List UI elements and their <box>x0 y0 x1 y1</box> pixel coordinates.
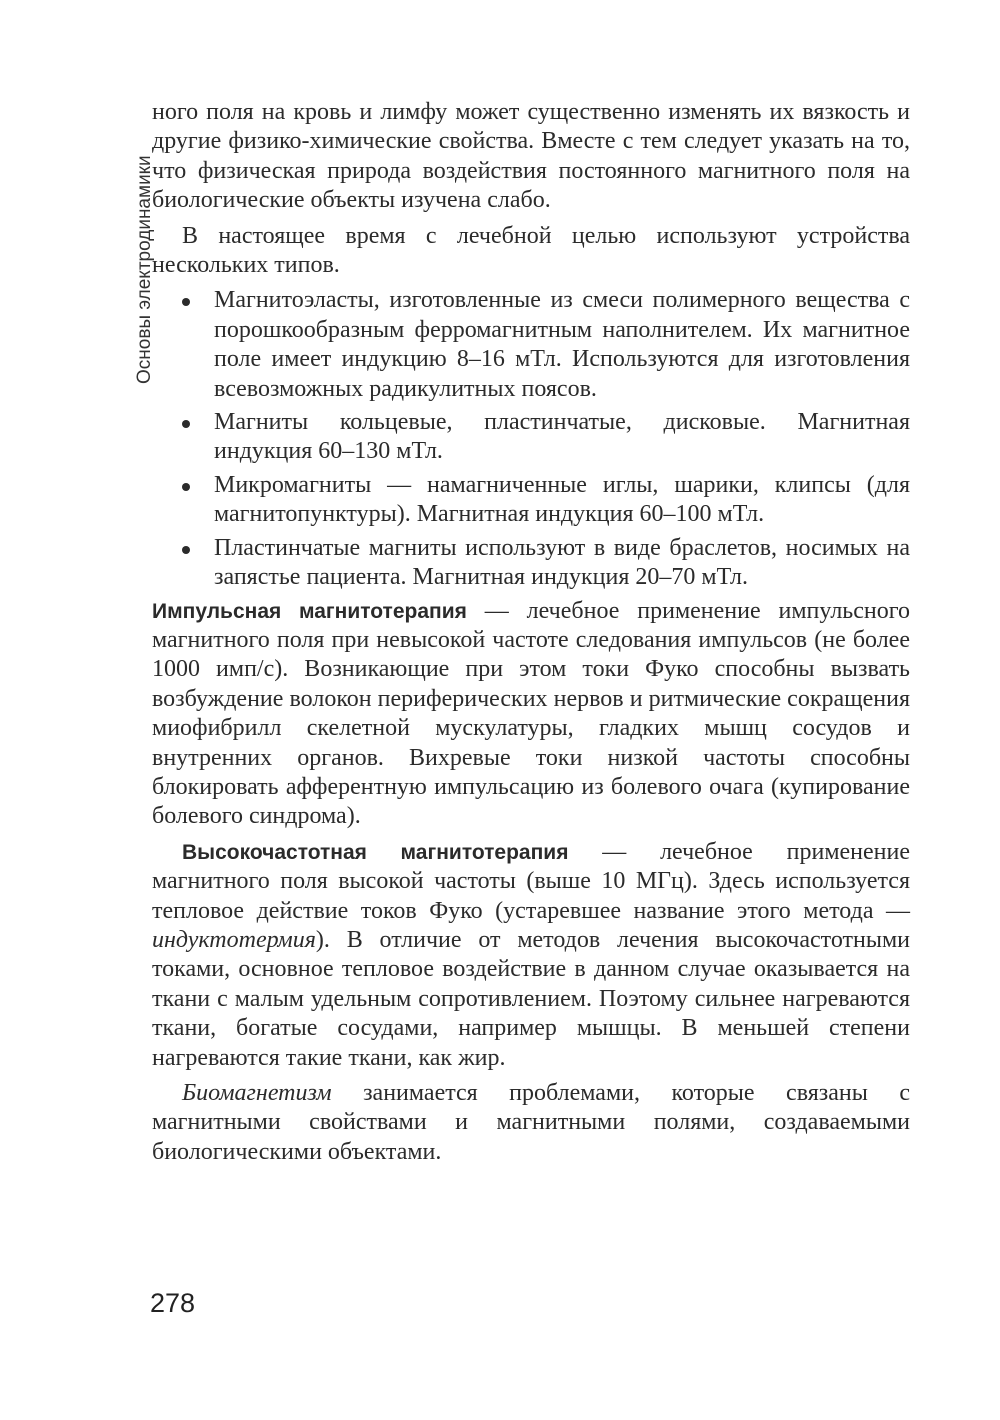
list-item-text: Магнитоэласты, изготовленные из смеси полимерного вещества с порошкообразным ферромагнитным наполнителем. Их магнитное поле имеет индукцию 8–16 мТл. Используются для изготовления всевозможных радикулитных поясов. <box>214 287 910 402</box>
paragraph-pulse-therapy <box>152 597 910 832</box>
running-title: Основы электродинамики <box>134 155 155 384</box>
list-item <box>152 286 910 404</box>
term-pulse-therapy: Импульсная магнитотерапия <box>152 599 467 623</box>
bullet-icon <box>182 420 190 428</box>
term-biomagnetism: Биомагнетизм <box>182 1080 332 1106</box>
bullet-icon <box>182 546 190 554</box>
biomagnetism-text: занимается проблемами, которые связаны с магнитными свойствами и магнитными полями, создаваемыми биологическими объектами. <box>152 1080 910 1165</box>
paragraph-biomagnetism <box>152 1079 910 1167</box>
list-item-text: Пластинчатые магниты используют в виде браслетов, носимых на запястье пациента. Магнитная индукция 20–70 мТл. <box>214 534 910 591</box>
pulse-therapy-text: — лечебное применение импульсного магнитного поля при невысокой частоте следования импульсов (не более 1000 имп/с). Возникающие при этом токи Фуко способны вызвать возбуждение волокон периферических нервов и ритмические сокращения миофибрилл скелетной мускулатуры, гладких мышц сосудов и внутренних органов. Вихревые токи низкой частоты способны блокировать афферентную импульсацию из болевого очага (купирование болевого синдрома). <box>152 597 910 830</box>
bullet-icon <box>182 483 190 491</box>
paragraph-devices-intro: В настоящее время с лечебной целью используют устройства нескольких типов. <box>152 222 910 279</box>
hf-therapy-text-1: — лечебное применение магнитного поля высокой частоты (выше 10 МГц). Здесь используется тепловое действие токов Фуко (устаревшее название этого метода — <box>152 838 910 924</box>
bullet-icon <box>182 298 190 306</box>
page-number: 278 <box>150 1288 196 1318</box>
list-item-text: Микромагниты — намагниченные иглы, шарики, клипсы (для магнитопунктуры). Магнитная индукция 60–100 мТл. <box>214 471 910 528</box>
list-item-text: Магниты кольцевые, пластинчатые, дисковые. Магнитная индукция 60–130 мТл. <box>214 409 910 465</box>
paragraph-continuation: ного поля на кровь и лимфу может существенно изменять их вязкость и другие физико-химические свойства. Вместе с тем следует указать на то, что физическая природа воздействия постоянного магнитного поля на биологические объекты изучена слабо. <box>152 99 910 214</box>
page-body <box>152 98 910 1173</box>
device-list <box>152 286 910 592</box>
term-inductothermy: индуктотермия <box>152 926 316 953</box>
list-item <box>152 408 910 467</box>
list-item <box>152 471 910 530</box>
list-item <box>152 534 910 593</box>
term-hf-therapy: Высокочастотная магнитотерапия <box>182 840 569 864</box>
paragraph-hf-therapy <box>152 838 910 1073</box>
hf-therapy-text-2: ). В отличие от методов лечения высокочастотными токами, основное тепловое воздействие в данном случае оказывается на ткани с малым удельным сопротивлением. Поэтому сильнее нагреваются ткани, богатые сосудами, например мышцы. В меньшей степени нагреваются такие ткани, как жир. <box>152 926 910 1071</box>
